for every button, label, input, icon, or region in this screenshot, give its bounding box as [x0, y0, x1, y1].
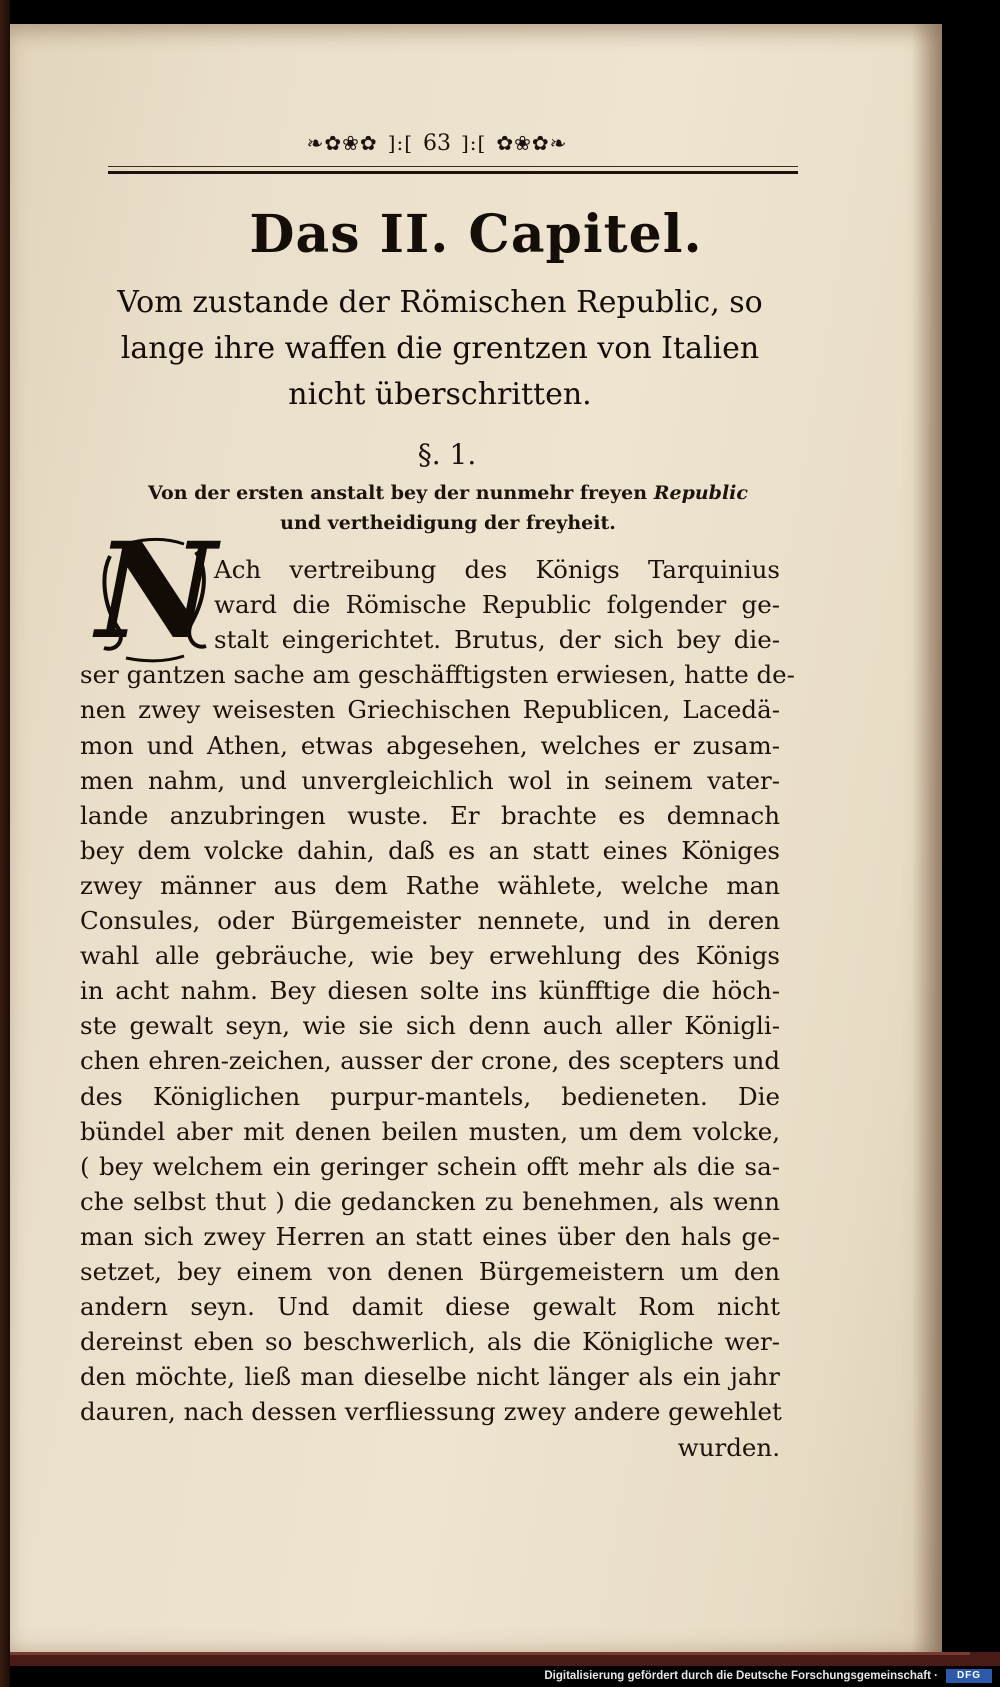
page-gutter-shadow: [912, 24, 942, 1652]
chapter-title: Das II. Capitel.: [249, 204, 703, 265]
bracket-open: ]:[: [387, 131, 413, 155]
section-mark: §. 1.: [417, 438, 477, 471]
section-heading-tail: und vertheidigung der freyheit.: [280, 512, 616, 534]
digitization-credit: Digitalisierung gefördert durch die Deutsche Forschungsgemeinschaft ·: [544, 1670, 938, 1682]
page-number: 63: [423, 130, 451, 156]
drop-cap-block: [96, 514, 217, 669]
text-line: setzet, bey einem von denen Bürgemeistern um den: [80, 1257, 780, 1286]
bottom-edge-highlight: [10, 1652, 970, 1655]
text-line: ward die Römische Republic folgender ge-: [214, 590, 780, 620]
text-line: chen ehren-zeichen, ausser der crone, des scepters und: [80, 1046, 780, 1076]
text-line: ste gewalt seyn, wie sie sich denn auch aller Königli-: [80, 1011, 780, 1041]
text-line: des Königlichen purpur-mantels, bedieneten. Die: [80, 1081, 780, 1111]
text-line: ( bey welchem ein geringer schein offt mehr als die sa-: [80, 1151, 780, 1181]
header-rule: [108, 171, 798, 174]
dfg-logo: DFG: [946, 1669, 992, 1683]
text-line: Consules, oder Bürgemeister nennete, und in deren: [80, 906, 780, 935]
text-line: Ach vertreibung des Königs Tarquinius: [214, 555, 780, 584]
section-heading-italic: Republic: [653, 482, 748, 504]
text-line: man sich zwey Herren an statt eines über den hals ge-: [80, 1221, 780, 1251]
text-line: nen zwey weisesten Griechischen Republicen, Lacedä-: [80, 695, 780, 725]
text-line: dereinst eben so beschwerlich, als die Königliche wer-: [80, 1327, 780, 1357]
text-line: men nahm, und unvergleichlich wol in seinem vater-: [80, 765, 780, 795]
text-line: wahl alle gebräuche, wie bey erwehlung des Königs: [80, 941, 780, 971]
running-head: [272, 128, 602, 158]
text-line: ser gantzen sache am geschäfftigsten erwiesen, hatte de-: [80, 660, 795, 690]
text-line: dauren, nach dessen verfliessung zwey andere gewehlet: [80, 1397, 782, 1427]
text-line: bündel aber mit denen beilen musten, um dem volcke,: [80, 1116, 780, 1146]
text-line: in acht nahm. Bey diesen solte ins künfftige die höch-: [80, 976, 780, 1006]
text-line: zwey männer aus dem Rathe wählete, welche man: [80, 870, 780, 900]
text-line: andern seyn. Und damit diese gewalt Rom nicht: [80, 1292, 780, 1322]
chapter-subtitle: Vom zustande der Römischen Republic, so lange ihre waffen die grentzen von Italien nicht überschritten.: [117, 285, 763, 412]
ornament-left-icon: ❧✿❀✿: [306, 131, 378, 155]
ornament-right-icon: ✿❀✿❧: [496, 131, 568, 155]
book-spine-edge: [0, 0, 10, 1687]
drop-cap-letter: N: [96, 514, 217, 669]
header-rule-thin: [108, 166, 798, 167]
catchword: wurden.: [677, 1432, 780, 1462]
section-heading-main: Von der ersten anstalt bey der nunmehr freyen: [148, 482, 648, 504]
book-page: [10, 24, 942, 1652]
text-line: den möchte, ließ man dieselbe nicht länger als ein jahr: [80, 1362, 780, 1392]
bracket-close: ]:[: [461, 131, 487, 155]
text-line: lande anzubringen wuste. Er brachte es demnach: [80, 800, 780, 830]
text-line: mon und Athen, etwas abgesehen, welches er zusam-: [80, 730, 780, 760]
text-line: che selbst thut ) die gedancken zu benehmen, als wenn: [80, 1186, 780, 1216]
text-line: stalt eingerichtet. Brutus, der sich bey die-: [214, 625, 780, 655]
text-line: bey dem volcke dahin, daß es an statt eines Königes: [80, 835, 780, 865]
